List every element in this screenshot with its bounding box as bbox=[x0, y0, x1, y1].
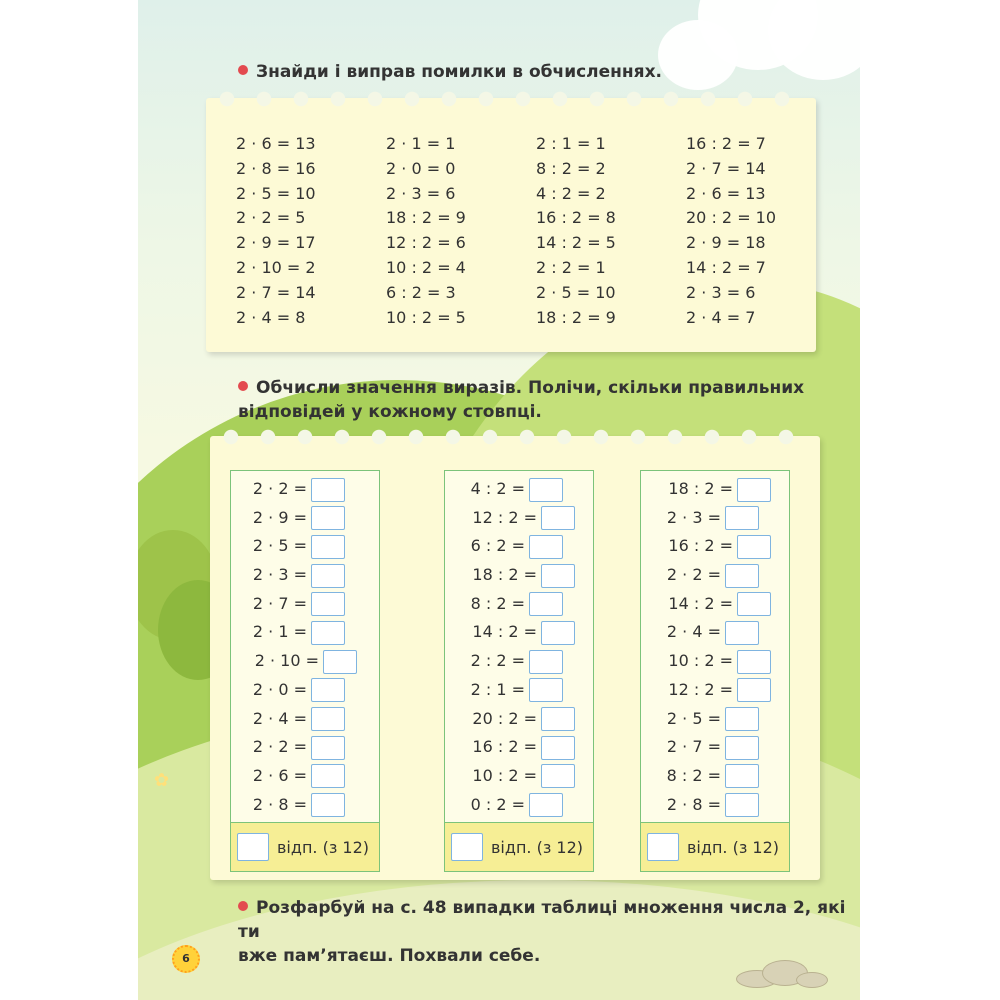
answer-box[interactable] bbox=[725, 793, 759, 817]
exercise-list bbox=[231, 471, 379, 819]
exercise-row bbox=[641, 590, 789, 619]
expression: 2 · 8 = bbox=[666, 794, 721, 814]
answer-box[interactable] bbox=[541, 506, 575, 530]
equation[interactable]: 2 : 2 = 1 bbox=[536, 257, 606, 277]
expression: 2 · 5 = bbox=[666, 708, 721, 728]
equation[interactable]: 16 : 2 = 7 bbox=[686, 134, 766, 153]
exercise-row bbox=[445, 676, 593, 705]
answer-box[interactable] bbox=[529, 592, 563, 616]
expression: 2 · 8 = bbox=[252, 794, 307, 814]
expression: 8 : 2 = bbox=[666, 765, 721, 785]
answer-box[interactable] bbox=[725, 736, 759, 760]
correct-count-box[interactable] bbox=[451, 833, 483, 861]
equation[interactable]: 2 · 7 = 14 bbox=[236, 282, 316, 302]
expression: 2 · 2 = bbox=[252, 737, 307, 757]
expression: 4 : 2 = bbox=[470, 479, 525, 498]
bullet-icon bbox=[238, 65, 248, 75]
exercise-column-2 bbox=[444, 470, 594, 872]
exercise-row bbox=[641, 647, 789, 676]
equation[interactable]: 2 · 3 = 6 bbox=[686, 282, 756, 302]
answer-box[interactable] bbox=[737, 535, 771, 559]
expression: 16 : 2 = bbox=[668, 536, 733, 556]
expression: 18 : 2 = bbox=[668, 479, 733, 498]
equation[interactable]: 2 : 1 = 1 bbox=[536, 134, 606, 153]
equation[interactable]: 2 · 10 = 2 bbox=[236, 257, 316, 277]
task-2-text-line-1: Обчисли значення виразів. Полічи, скільки правильних bbox=[256, 378, 805, 398]
cloud-decoration bbox=[658, 20, 738, 90]
exercise-row bbox=[641, 762, 789, 791]
answer-count-footer bbox=[231, 822, 379, 871]
exercise-row bbox=[641, 561, 789, 590]
exercise-row bbox=[231, 475, 379, 504]
task-1-instruction bbox=[238, 60, 662, 84]
footer-label: відп. (з 12) bbox=[687, 837, 780, 857]
equation[interactable]: 2 · 6 = 13 bbox=[236, 134, 316, 153]
expression: 10 : 2 = bbox=[668, 651, 733, 671]
bullet-icon bbox=[238, 381, 248, 391]
check-calculations-grid bbox=[236, 132, 816, 330]
expression: 14 : 2 = bbox=[472, 622, 537, 642]
equation[interactable]: 2 · 5 = 10 bbox=[536, 282, 616, 302]
equation[interactable]: 10 : 2 = 4 bbox=[386, 257, 466, 277]
correct-count-box[interactable] bbox=[237, 833, 269, 861]
check-column-3 bbox=[536, 132, 686, 330]
answer-box[interactable] bbox=[725, 621, 759, 645]
exercise-row bbox=[641, 705, 789, 734]
exercise-row bbox=[445, 561, 593, 590]
exercise-row bbox=[231, 791, 379, 820]
equation[interactable]: 2 · 5 = 10 bbox=[236, 183, 316, 203]
exercise-row bbox=[231, 733, 379, 762]
equation[interactable]: 6 : 2 = 3 bbox=[386, 282, 456, 302]
exercise-row bbox=[641, 733, 789, 762]
expression: 8 : 2 = bbox=[470, 593, 525, 613]
footer-label: відп. (з 12) bbox=[277, 837, 370, 857]
exercise-row bbox=[231, 532, 379, 561]
answer-box[interactable] bbox=[541, 707, 575, 731]
answer-box[interactable] bbox=[529, 535, 563, 559]
task-2-instruction bbox=[238, 376, 804, 424]
answer-box[interactable] bbox=[725, 764, 759, 788]
exercise-column-3 bbox=[640, 470, 790, 872]
answer-box[interactable] bbox=[529, 793, 563, 817]
check-column-1 bbox=[236, 132, 386, 330]
answer-box[interactable] bbox=[311, 535, 345, 559]
answer-box[interactable] bbox=[541, 764, 575, 788]
exercise-card bbox=[210, 436, 820, 880]
rock-shape bbox=[796, 972, 828, 988]
equation[interactable]: 2 · 2 = 5 bbox=[236, 208, 306, 228]
equation[interactable]: 12 : 2 = 6 bbox=[386, 233, 466, 253]
equation[interactable]: 2 · 7 = 14 bbox=[686, 158, 766, 178]
expression: 0 : 2 = bbox=[470, 794, 525, 814]
answer-box[interactable] bbox=[541, 564, 575, 588]
exercise-row bbox=[231, 676, 379, 705]
exercise-row bbox=[445, 791, 593, 820]
expression: 12 : 2 = bbox=[472, 507, 537, 527]
exercise-row bbox=[231, 705, 379, 734]
answer-box[interactable] bbox=[311, 564, 345, 588]
answer-box[interactable] bbox=[311, 678, 345, 702]
equation[interactable]: 2 · 4 = 8 bbox=[236, 307, 306, 327]
expression: 2 · 10 = bbox=[254, 651, 319, 671]
answer-count-footer bbox=[445, 822, 593, 871]
answer-box[interactable] bbox=[311, 736, 345, 760]
answer-box[interactable] bbox=[311, 793, 345, 817]
equation[interactable]: 14 : 2 = 5 bbox=[536, 233, 616, 253]
equation[interactable]: 2 · 3 = 6 bbox=[386, 183, 456, 203]
expression: 2 · 5 = bbox=[252, 536, 307, 556]
expression: 2 · 2 = bbox=[252, 479, 307, 498]
task-1-text: Знайди і виправ помилки в обчисленнях. bbox=[256, 62, 662, 82]
expression: 2 · 4 = bbox=[252, 708, 307, 728]
exercise-row bbox=[445, 647, 593, 676]
exercise-row bbox=[445, 618, 593, 647]
answer-box[interactable] bbox=[541, 736, 575, 760]
equation[interactable]: 2 · 0 = 0 bbox=[386, 158, 456, 178]
equation[interactable]: 18 : 2 = 9 bbox=[386, 208, 466, 228]
answer-box[interactable] bbox=[311, 592, 345, 616]
answer-box[interactable] bbox=[737, 678, 771, 702]
equation[interactable]: 8 : 2 = 2 bbox=[536, 158, 606, 178]
expression: 2 · 1 = bbox=[252, 622, 307, 642]
answer-box[interactable] bbox=[311, 764, 345, 788]
exercise-row bbox=[445, 475, 593, 504]
expression: 2 · 4 = bbox=[666, 622, 721, 642]
check-column-4 bbox=[686, 132, 816, 330]
exercise-row bbox=[641, 791, 789, 820]
rocks-decoration bbox=[736, 956, 846, 986]
exercise-list bbox=[641, 471, 789, 819]
exercise-column-1 bbox=[230, 470, 380, 872]
exercise-row bbox=[641, 504, 789, 533]
equation[interactable]: 2 · 4 = 7 bbox=[686, 307, 756, 327]
exercise-row bbox=[641, 532, 789, 561]
exercise-row bbox=[641, 475, 789, 504]
equation[interactable]: 4 : 2 = 2 bbox=[536, 183, 606, 203]
answer-count-footer bbox=[641, 822, 789, 871]
exercise-row bbox=[231, 618, 379, 647]
expression: 2 · 2 = bbox=[666, 565, 721, 585]
answer-box[interactable] bbox=[311, 506, 345, 530]
equation[interactable]: 2 · 9 = 18 bbox=[686, 233, 766, 253]
expression: 10 : 2 = bbox=[472, 765, 537, 785]
expression: 2 · 7 = bbox=[666, 737, 721, 757]
exercise-row bbox=[641, 676, 789, 705]
expression: 2 · 6 = bbox=[252, 765, 307, 785]
answer-box[interactable] bbox=[725, 707, 759, 731]
exercise-row bbox=[445, 532, 593, 561]
answer-box[interactable] bbox=[323, 650, 357, 674]
equation[interactable]: 14 : 2 = 7 bbox=[686, 257, 766, 277]
footer-label: відп. (з 12) bbox=[491, 837, 584, 857]
check-column-2 bbox=[386, 132, 536, 330]
equation[interactable]: 16 : 2 = 8 bbox=[536, 208, 616, 228]
answer-box[interactable] bbox=[529, 650, 563, 674]
exercise-row bbox=[231, 762, 379, 791]
equation[interactable]: 10 : 2 = 5 bbox=[386, 307, 466, 327]
task-3-text-line-1: Розфарбуй на с. 48 випадки таблиці множення числа 2, які ти bbox=[238, 898, 846, 942]
exercise-row bbox=[445, 504, 593, 533]
answer-box[interactable] bbox=[737, 592, 771, 616]
expression: 2 · 3 = bbox=[252, 565, 307, 585]
equation[interactable]: 2 · 1 = 1 bbox=[386, 134, 456, 153]
exercise-row bbox=[231, 561, 379, 590]
exercise-row bbox=[445, 590, 593, 619]
equation[interactable]: 20 : 2 = 10 bbox=[686, 208, 777, 228]
answer-box[interactable] bbox=[529, 678, 563, 702]
exercise-row bbox=[445, 733, 593, 762]
expression: 2 · 9 = bbox=[252, 507, 307, 527]
equation[interactable]: 2 · 8 = 16 bbox=[236, 158, 316, 178]
answer-box[interactable] bbox=[725, 564, 759, 588]
exercise-row bbox=[445, 705, 593, 734]
exercise-row bbox=[231, 504, 379, 533]
check-calculations-card bbox=[206, 98, 816, 352]
page-number: 6 bbox=[172, 945, 200, 973]
exercise-row bbox=[231, 647, 379, 676]
expression: 14 : 2 = bbox=[668, 593, 733, 613]
task-3-text-line-2: вже пам’ятаєш. Похвали себе. bbox=[238, 946, 541, 966]
answer-box[interactable] bbox=[311, 621, 345, 645]
equation[interactable]: 2 · 6 = 13 bbox=[686, 183, 766, 203]
correct-count-box[interactable] bbox=[647, 833, 679, 861]
cloud-decoration bbox=[768, 0, 860, 80]
answer-box[interactable] bbox=[737, 478, 771, 502]
answer-box[interactable] bbox=[311, 478, 345, 502]
bullet-icon bbox=[238, 901, 248, 911]
expression: 2 : 2 = bbox=[470, 651, 525, 671]
expression: 16 : 2 = bbox=[472, 737, 537, 757]
workbook-page bbox=[138, 0, 860, 1000]
expression: 2 : 1 = bbox=[470, 679, 525, 699]
answer-box[interactable] bbox=[529, 478, 563, 502]
expression: 6 : 2 = bbox=[470, 536, 525, 556]
answer-box[interactable] bbox=[311, 707, 345, 731]
flower-icon: ✿ bbox=[154, 770, 170, 791]
expression: 12 : 2 = bbox=[668, 679, 733, 699]
equation[interactable]: 2 · 9 = 17 bbox=[236, 233, 316, 253]
answer-box[interactable] bbox=[541, 621, 575, 645]
answer-box[interactable] bbox=[737, 650, 771, 674]
task-2-text-line-2: відповідей у кожному стовпці. bbox=[238, 402, 542, 422]
exercise-row bbox=[231, 590, 379, 619]
expression: 20 : 2 = bbox=[472, 708, 537, 728]
equation[interactable]: 18 : 2 = 9 bbox=[536, 307, 616, 327]
expression: 2 · 3 = bbox=[666, 507, 721, 527]
answer-box[interactable] bbox=[725, 506, 759, 530]
exercise-row bbox=[641, 618, 789, 647]
expression: 2 · 0 = bbox=[252, 679, 307, 699]
expression: 18 : 2 = bbox=[472, 565, 537, 585]
exercise-row bbox=[445, 762, 593, 791]
expression: 2 · 7 = bbox=[252, 593, 307, 613]
exercise-list bbox=[445, 471, 593, 819]
